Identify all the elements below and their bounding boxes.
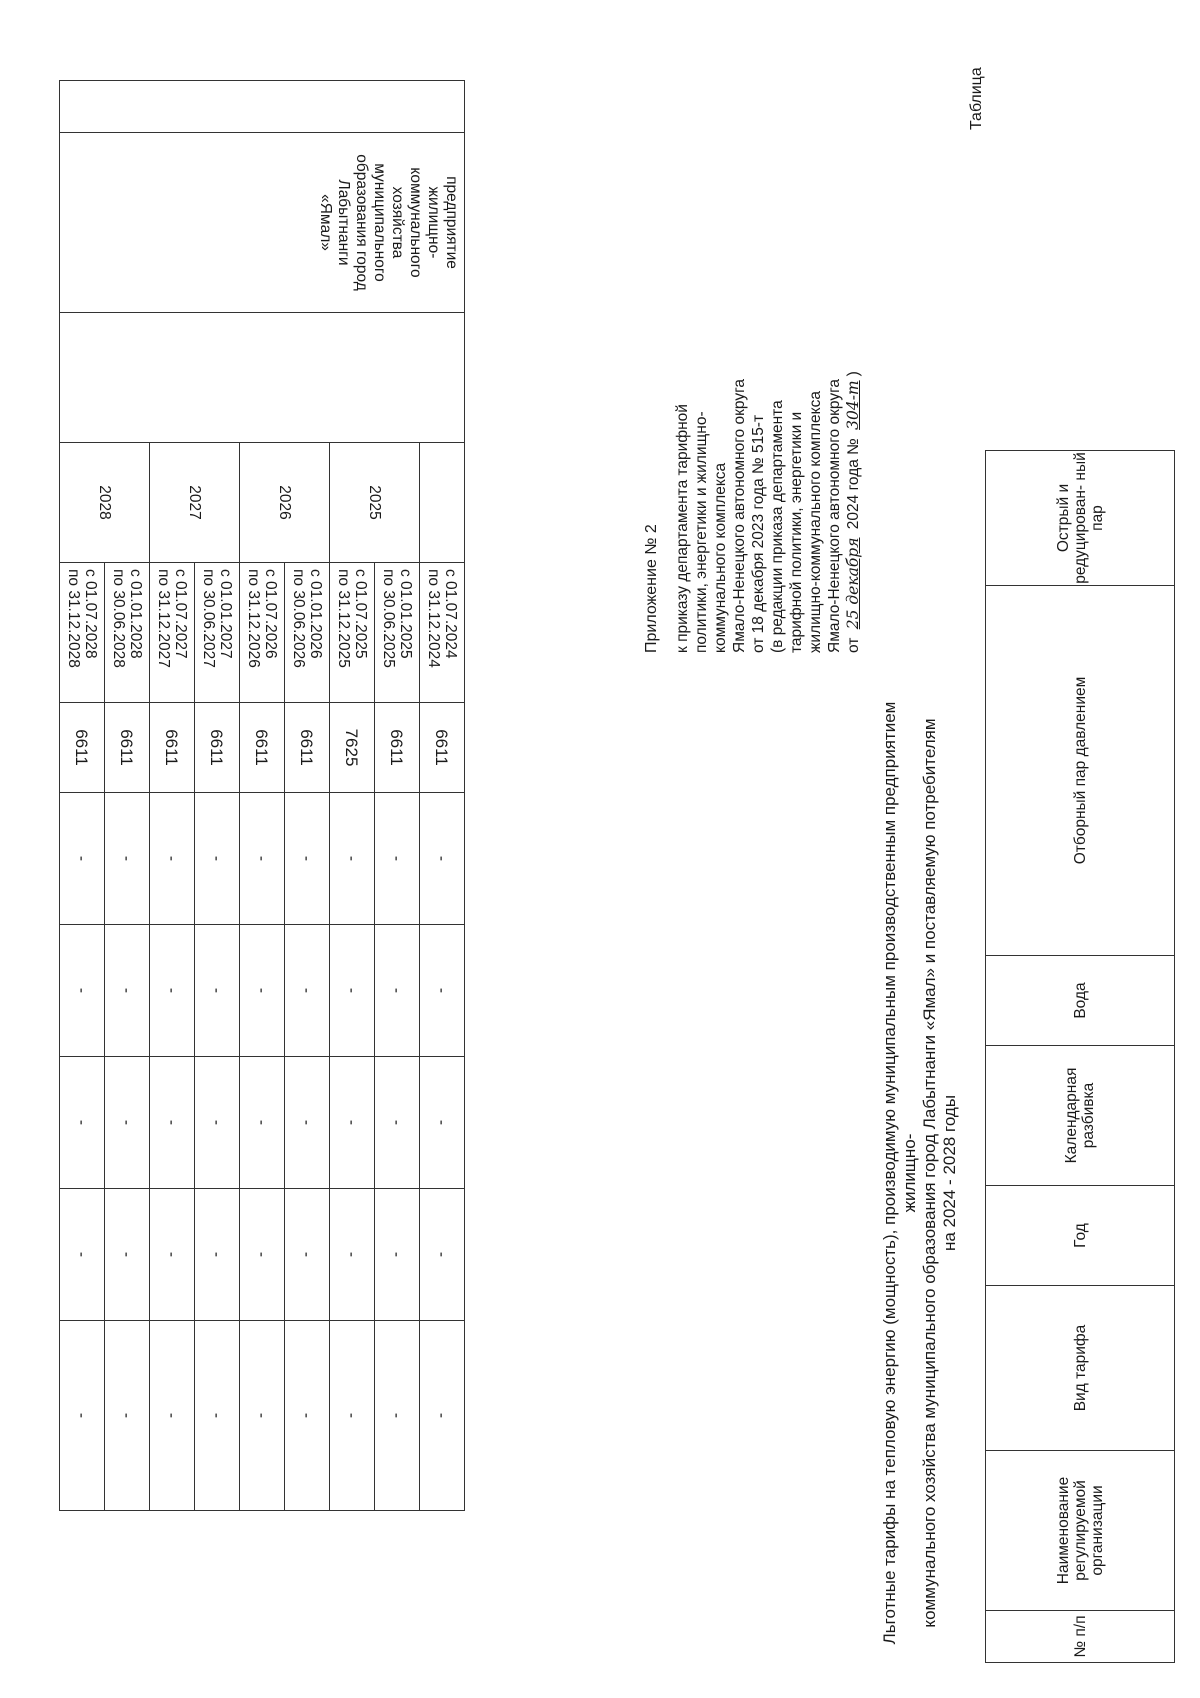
appendix-line: политики, энергетики и жилищно-	[693, 411, 710, 653]
header-year: Год	[986, 1186, 1175, 1286]
appendix-line: (в редакции приказа департамента	[769, 400, 786, 653]
dash-cell: -	[105, 925, 150, 1057]
dash-cell: -	[150, 1321, 195, 1511]
period-cell: с 01.07.2026 по 31.12.2026	[240, 563, 285, 703]
dash-cell: -	[240, 925, 285, 1057]
dash-cell: -	[195, 925, 240, 1057]
period-cell: с 01.07.2027 по 31.12.2027	[150, 563, 195, 703]
dash-cell: -	[285, 925, 330, 1057]
title-line-2: коммунального хозяйства муниципального образования город Лабытнанги «Ямал» и поставляемую потребителям	[920, 718, 939, 1628]
period-cell: с 01.01.2026 по 30.06.2026	[285, 563, 330, 703]
dash-cell: -	[60, 1057, 105, 1189]
dash-cell: -	[240, 1057, 285, 1189]
year-cell: 2027	[150, 443, 240, 563]
appendix-line: тарифной политики, энергетики и	[788, 411, 805, 653]
appendix-block	[642, 213, 863, 653]
date-prefix: от	[845, 637, 862, 653]
header-sharp-steam: Острый и редуцирован- ный пар	[986, 451, 1175, 586]
dash-cell: -	[195, 1321, 240, 1511]
year-cell	[420, 443, 465, 563]
dash-cell: -	[285, 1057, 330, 1189]
water-cell: 6611	[60, 703, 105, 793]
header-org: Наименование регулируемой организации	[986, 1451, 1175, 1611]
water-cell: 6611	[240, 703, 285, 793]
year-cell: 2025	[330, 443, 420, 563]
dash-cell: -	[375, 1321, 420, 1511]
dash-cell: -	[285, 793, 330, 925]
header-steam: Отборный пар давлением	[986, 586, 1175, 956]
dash-cell: -	[105, 1189, 150, 1321]
dash-cell: -	[60, 793, 105, 925]
date-middle: 2024 года №	[845, 438, 862, 530]
appendix-line: к приказу департамента тарифной	[674, 404, 691, 653]
dash-cell: -	[195, 1057, 240, 1189]
water-cell: 6611	[420, 703, 465, 793]
header-water: Вода	[986, 956, 1175, 1046]
dash-cell: -	[60, 925, 105, 1057]
appendix-line: Ямало-Ненецкого автономного округа	[826, 378, 843, 653]
dash-cell: -	[420, 925, 465, 1057]
dash-cell: -	[330, 1057, 375, 1189]
dash-cell: -	[330, 793, 375, 925]
dash-cell: -	[240, 793, 285, 925]
table-row	[420, 81, 465, 1511]
dash-cell: -	[330, 1189, 375, 1321]
dash-cell: -	[420, 793, 465, 925]
dash-cell: -	[150, 1189, 195, 1321]
appendix-line: коммунального комплекса	[712, 462, 729, 653]
period-cell: с 01.01.2025 по 30.06.2025	[375, 563, 420, 703]
tariff-type-cell	[60, 313, 465, 443]
table-label: Таблица	[968, 67, 985, 130]
dash-cell: -	[60, 1189, 105, 1321]
period-cell: с 01.01.2028 по 30.06.2028	[105, 563, 150, 703]
dash-cell: -	[420, 1057, 465, 1189]
dash-cell: -	[375, 793, 420, 925]
period-cell: с 01.07.2024 по 31.12.2024	[420, 563, 465, 703]
appendix-date-line	[844, 213, 863, 653]
dash-cell: -	[375, 925, 420, 1057]
water-cell: 6611	[150, 703, 195, 793]
dash-cell: -	[105, 1057, 150, 1189]
header-period: Календарная разбивка	[986, 1046, 1175, 1186]
period-cell: с 01.01.2027 по 30.06.2027	[195, 563, 240, 703]
tariff-table-header	[985, 450, 1175, 1663]
dash-cell: -	[240, 1189, 285, 1321]
title-line-1: Льготные тарифы на тепловую энергию (мощность), производимую муниципальным производственным предприятием жилищно-	[880, 701, 919, 1645]
appendix-line: жилищно-коммунального комплекса	[807, 391, 824, 653]
handwritten-date: 25 декабря	[844, 537, 862, 630]
date-suffix: )	[845, 371, 862, 377]
year-cell: 2026	[240, 443, 330, 563]
header-tariff-type: Вид тарифа	[986, 1286, 1175, 1451]
dash-cell: -	[330, 925, 375, 1057]
appendix-line: Ямало-Ненецкого автономного округа	[731, 378, 748, 653]
dash-cell: -	[105, 793, 150, 925]
header-num: № п/п	[986, 1611, 1175, 1663]
water-cell: 6611	[285, 703, 330, 793]
dash-cell: -	[285, 1321, 330, 1511]
dash-cell: -	[150, 1057, 195, 1189]
dash-cell: -	[195, 1189, 240, 1321]
dash-cell: -	[150, 925, 195, 1057]
period-cell: с 01.07.2028 по 31.12.2028	[60, 563, 105, 703]
appendix-line: от 18 декабря 2023 года № 515-т	[750, 414, 767, 653]
appendix-number: Приложение № 2	[643, 524, 660, 653]
dash-cell: -	[420, 1321, 465, 1511]
table-continuation-rotated	[0, 0, 540, 1698]
tariff-table-continuation	[59, 80, 465, 1511]
water-cell: 6611	[105, 703, 150, 793]
dash-cell: -	[105, 1321, 150, 1511]
water-cell: 6611	[375, 703, 420, 793]
num-cell	[60, 81, 465, 133]
handwritten-order-number: 304-т	[844, 380, 862, 430]
water-cell: 7625	[330, 703, 375, 793]
period-cell: с 01.07.2025 по 31.12.2025	[330, 563, 375, 703]
header-row	[986, 451, 1175, 1663]
org-name-cell: предприятие жилищно- коммунального хозяйства муниципального образования город Лабытнанги «Ямал»	[60, 133, 465, 313]
dash-cell: -	[195, 793, 240, 925]
document-title	[880, 673, 960, 1673]
year-cell: 2028	[60, 443, 150, 563]
dash-cell: -	[150, 793, 195, 925]
dash-cell: -	[375, 1189, 420, 1321]
dash-cell: -	[330, 1321, 375, 1511]
dash-cell: -	[60, 1321, 105, 1511]
dash-cell: -	[420, 1189, 465, 1321]
water-cell: 6611	[195, 703, 240, 793]
dash-cell: -	[240, 1321, 285, 1511]
dash-cell: -	[285, 1189, 330, 1321]
dash-cell: -	[375, 1057, 420, 1189]
title-line-3: на 2024 - 2028 годы	[940, 1094, 959, 1252]
